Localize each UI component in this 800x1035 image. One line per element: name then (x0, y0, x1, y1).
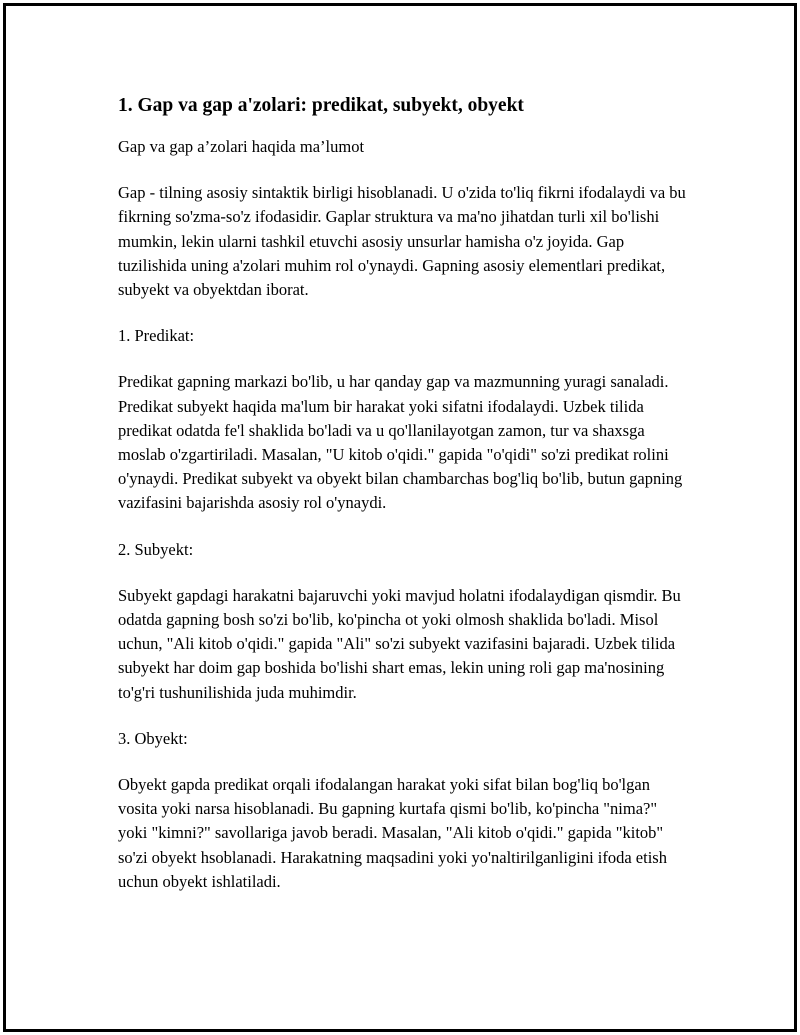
document-subtitle: Gap va gap a’zolari haqida ma’lumot (118, 137, 365, 156)
section-heading-subyekt: 2. Subyekt: (118, 539, 194, 559)
section-heading-obyekt: 3. Obyekt: (118, 728, 188, 748)
document-title: 1. Gap va gap a'zolari: predikat, subyekt, obyekt (118, 95, 524, 116)
section-heading-predikat: 1. Predikat: (118, 326, 195, 346)
section-body-predikat: Predikat gapning markazi bo'lib, u har qanday gap va mazmunning yuragi sanaladi. Predikat subyekt haqida ma'lum bir harakat yoki sifatni ifodalaydi. Uzbek tilida predikat odatda fe'l shaklida bo'ladi va u qo'llanilayotgan zamon, tur va shaxsga moslab o'zgartiriladi. Masalan, "U kitob o'qidi." gapida "o'qidi" so'zi predikat rolini o'ynaydi. Predikat subyekt va obyekt bilan chambarchas bog'liq bo'lib, butun gapning vazifasini bajarishda asosiy rol o'ynaydi. (118, 372, 683, 513)
intro-paragraph: Gap - tilning asosiy sintaktik birligi hisoblanadi. U o'zida to'liq fikrni ifodalaydi va bu fikrning so'zma-so'z ifodasidir. Gaplar struktura va ma'no jihatdan turli xil bo'lishi mumkin, lekin ularni tashkil etuvchi asosiy unsurlar hamisha o'z joyida. Gap tuzilishida uning a'zolari muhim rol o'ynaydi. Gapning asosiy elementlari predikat, subyekt va obyektdan iborat. (118, 183, 686, 300)
document-content (118, 93, 688, 916)
section-body-subyekt: Subyekt gapdagi harakatni bajaruvchi yoki mavjud holatni ifodalaydigan qismdir. Bu odatda gapning bosh so'zi bo'lib, ko'pincha ot yoki olmosh shaklida bo'ladi. Misol uchun, "Ali kitob o'qidi." gapida "Ali" so'zi subyekt vazifasini bajaradi. Uzbek tilida subyekt har doim gap boshida bo'lishi shart emas, lekin uning roli gap ma'nosining to'g'ri tushunilishida juda muhimdir. (118, 585, 681, 702)
section-body-obyekt: Obyekt gapda predikat orqali ifodalangan harakat yoki sifat bilan bog'liq bo'lgan vosita yoki narsa hisoblanadi. Bu gapning kurtafa qismi bo'lib, ko'pincha "nima?" yoki "kimni?" savollariga javob beradi. Masalan, "Ali kitob o'qidi." gapida "kitob" so'zi obyekt hsoblanadi. Harakatning maqsadini yoki yo'naltirilganligini ifoda etish uchun obyekt ishlatiladi. (118, 775, 667, 891)
